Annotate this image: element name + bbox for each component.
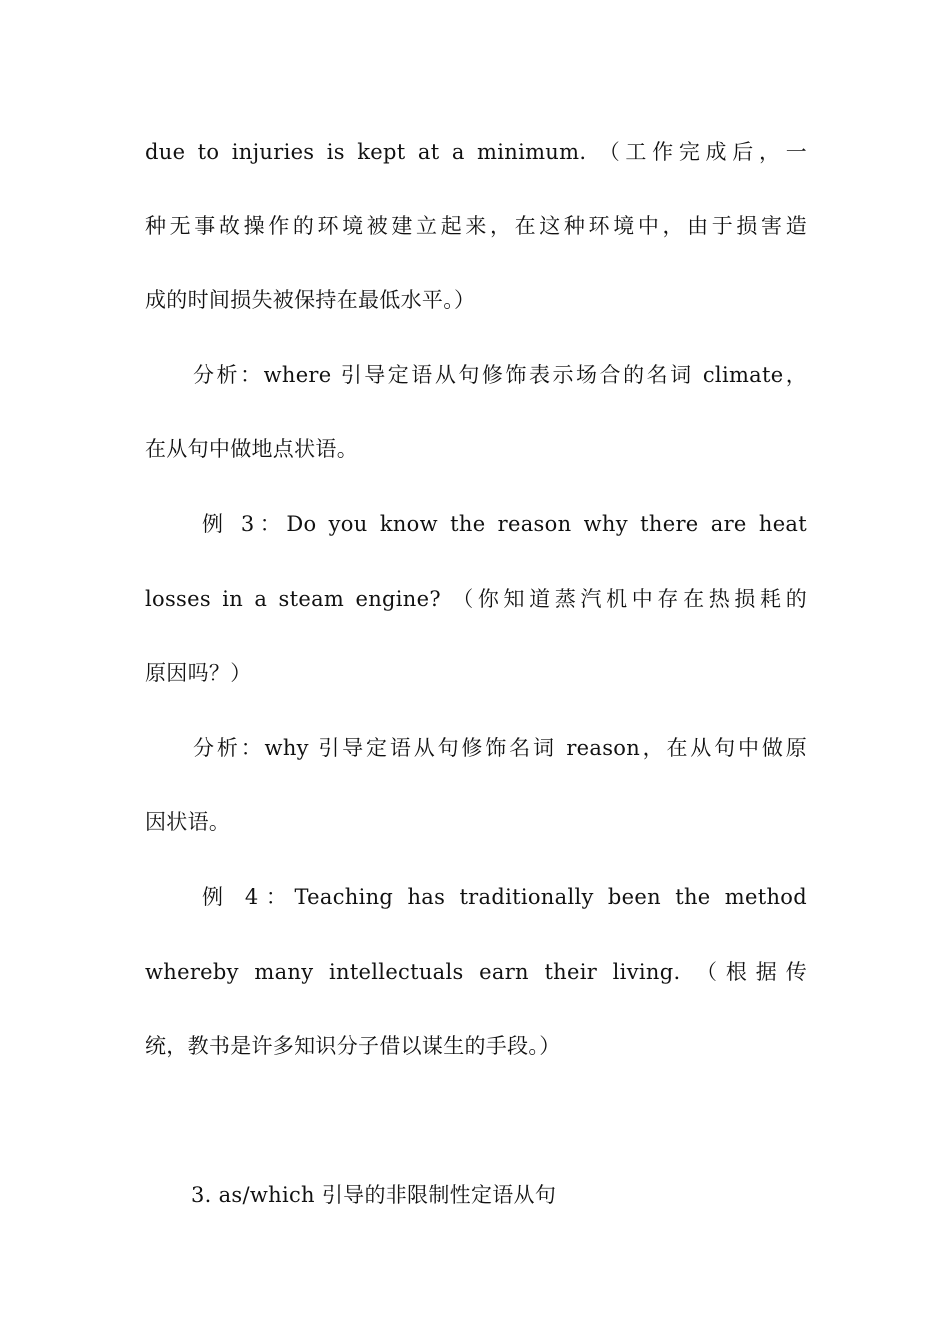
paragraph-line: 种无事故操作的环境被建立起来，在这种环境中，由于损害造 bbox=[145, 214, 807, 238]
example-line: 原因吗？） bbox=[145, 661, 252, 685]
example-line: whereby many intellectuals earn their living. （根据传 bbox=[145, 960, 807, 984]
paragraph-line: 成的时间损失被保持在最低水平。） bbox=[145, 288, 476, 312]
analysis-line: 在从句中做地点状语。 bbox=[145, 437, 358, 461]
analysis-line: 分析：where 引导定语从句修饰表示场合的名词 climate， bbox=[193, 363, 807, 387]
analysis-line: 因状语。 bbox=[145, 810, 231, 834]
example-line: 统，教书是许多知识分子借以谋生的手段。） bbox=[145, 1034, 561, 1058]
analysis-line: 分析：why 引导定语从句修饰名词 reason，在从句中做原 bbox=[193, 736, 807, 760]
example-line: losses in a steam engine? （你知道蒸汽机中存在热损耗的 bbox=[145, 587, 807, 611]
section-heading: 3. as/which 引导的非限制性定语从句 bbox=[191, 1183, 557, 1207]
paragraph-line: due to injuries is kept at a minimum. （工作完成后，一 bbox=[145, 140, 807, 164]
example-line: 例 3：Do you know the reason why there are heat bbox=[202, 512, 807, 536]
example-line: 例 4：Teaching has traditionally been the method bbox=[202, 885, 807, 909]
